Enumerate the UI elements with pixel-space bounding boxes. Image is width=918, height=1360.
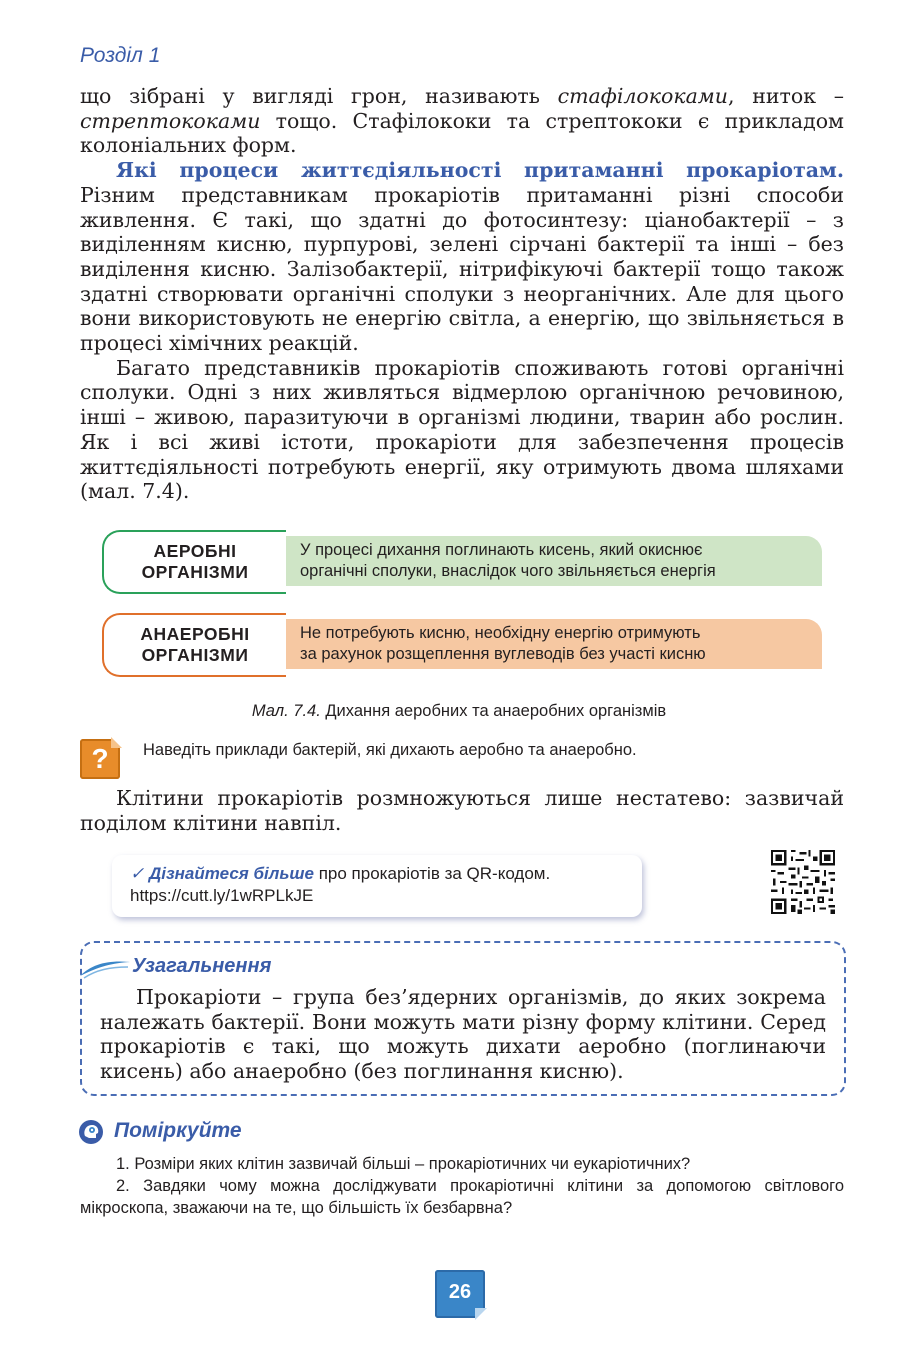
page-number: 26 [435, 1270, 485, 1318]
learn-more-label: Дізнайтеся більше [148, 864, 314, 883]
learn-more-box [112, 855, 642, 917]
summary-paragraph: Прокаріоти – група без’ядерних організмів, до яких зокрема належать бактерії. Вони можуть мати різну форму клітини. Серед прокаріотів є такі, що можуть дихати аеробно (поглинаючи кисень) або анаеробно (без поглинання кисню). [100, 985, 826, 1084]
think-question-1: 1. Розміри яких клітин зазвичай більші – прокаріотичних чи еукаріотичних? [116, 1155, 691, 1173]
aerobic-row [102, 530, 822, 594]
anaerobic-label-line2: ОРГАНІЗМИ [141, 645, 249, 665]
anaerobic-desc-line1: Не потребують кисню, необхідну енергію отримують [300, 624, 701, 642]
qr-code-icon[interactable] [771, 850, 835, 914]
learn-more-text: про прокаріотів за QR-кодом. [314, 864, 551, 883]
checkmark-icon: ✓ [130, 864, 145, 883]
anaerobic-label-line1: АНАЕРОБНІ [140, 624, 250, 644]
summary-text [100, 985, 826, 1084]
aerobic-desc-line2: органічні сполуки, внаслідок чого звільняється енергія [300, 561, 716, 580]
text-fragment: колоніальних форм. [80, 133, 297, 158]
paragraph-heading: Які процеси життєдіяльності притаманні прокаріотам. [116, 158, 844, 183]
aerobic-label [102, 530, 286, 594]
aerobic-label-line1: АЕРОБНІ [153, 541, 237, 561]
think-questions [80, 1153, 844, 1219]
learn-more-link[interactable]: https://cutt.ly/1wRPLkJE [130, 886, 314, 905]
term-streptococci: стрептококами [80, 108, 261, 133]
text-fragment: , ниток – [728, 84, 845, 108]
swoosh-icon [78, 956, 132, 980]
anaerobic-desc-line2: за рахунок розщеплення вуглеводів без участі кисню [300, 644, 706, 663]
paragraph-reproduction: Клітини прокаріотів розмножуються лише нестатево: зазвичай поділом клітини навпіл. [80, 786, 844, 835]
anaerobic-row [102, 613, 822, 677]
anaerobic-description [284, 619, 822, 669]
figure-caption [0, 702, 918, 721]
term-staphylococci: стафілококами [557, 84, 729, 108]
question-icon: ? [80, 739, 120, 779]
figure-caption-text: Дихання аеробних та анаеробних організмів [320, 702, 667, 720]
anaerobic-label [102, 613, 286, 677]
text-fragment: тощо. Стафілококи та стрептококи є прикладом [260, 108, 844, 133]
figure-ref: Мал. 7.4. [251, 702, 321, 720]
think-question-2: 2. Завдяки чому можна досліджувати прокаріотичні клітини за допомогою світлового мікроскопа, зважаючи на те, що більшість їх безбарвна? [80, 1177, 844, 1217]
paragraph-consumers: Багато представників прокаріотів споживають готові органічні сполуки. Одні з них живляться відмерлою органічною речовиною, інші – живою, паразитуючи в організмі людини, тварин або рослин. Як і всі живі істоти, прокаріоти для забезпечення процесів життєдіяльності потребують енергії, яку отримують двома шляхами (мал. 7.4). [80, 355, 844, 504]
text-fragment: що зібрані у вигляді грон, називають [80, 84, 558, 108]
main-text-top [80, 84, 844, 504]
paragraph-continued [80, 84, 844, 158]
paragraph-nutrition [80, 158, 844, 356]
main-text-reproduction [80, 786, 844, 835]
aerobic-label-line2: ОРГАНІЗМИ [141, 562, 249, 582]
aerobic-description [284, 536, 822, 586]
brain-gear-icon [78, 1119, 104, 1145]
summary-title: Узагальнення [132, 955, 272, 977]
paragraph-body: Різним представникам прокаріотів притаманні різні способи живлення. Є такі, що здатні до фотосинтезу: ціанобактерії – з виділенням кисню, пурпурові, зелені сірчані бактерії та інші – без виділення кисню. Залізобактерії, нітрифікуючі бактерії тощо також здатні створювати органічні сполуки з неорганічних. Але для цього вони використовують не енергію світла, а енергію, що звільняється в процесі хімічних реакцій. [80, 182, 844, 356]
question-text: Наведіть приклади бактерій, які дихають аеробно та анаеробно. [143, 741, 637, 759]
section-header: Розділ 1 [80, 44, 161, 67]
think-title: Поміркуйте [114, 1119, 242, 1142]
aerobic-desc-line1: У процесі дихання поглинають кисень, який окиснює [300, 541, 703, 559]
